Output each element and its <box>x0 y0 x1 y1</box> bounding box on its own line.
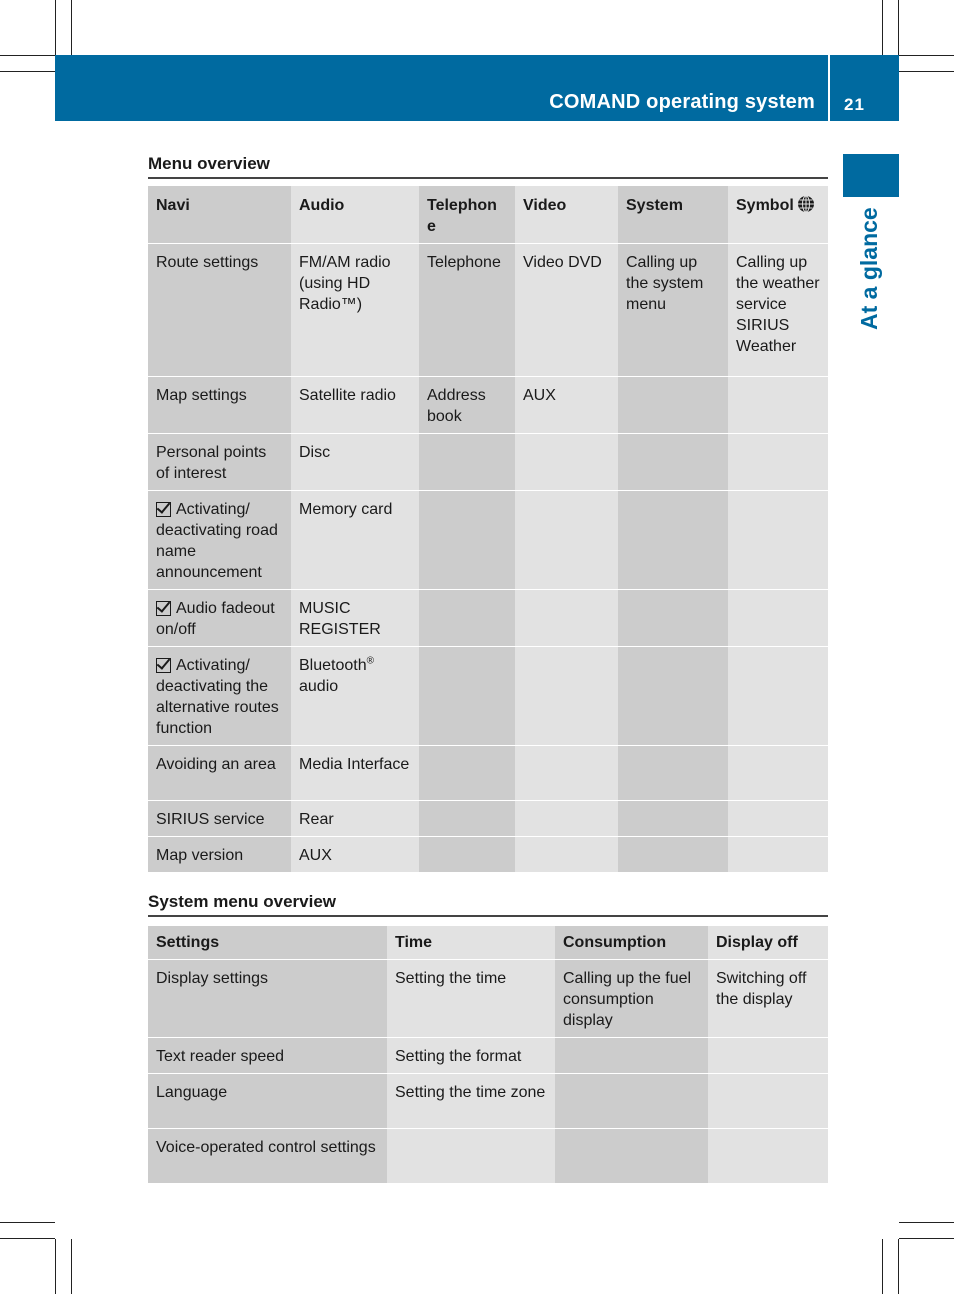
cell-text: Activating/ deactivating the alternative routes function <box>156 657 279 737</box>
table-cell: Telephone <box>419 244 515 377</box>
table-cell <box>515 801 618 837</box>
table-cell: Memory card <box>291 491 419 590</box>
table-row <box>148 801 828 837</box>
table-cell <box>728 801 828 837</box>
table-cell <box>708 1129 828 1184</box>
table-row <box>148 491 828 590</box>
table-cell: Calling up the fuel consumption display <box>555 960 708 1038</box>
cell-text: Bluetooth <box>299 657 367 674</box>
column-header: Consumption <box>555 926 708 960</box>
table-cell <box>618 837 728 873</box>
page-number: 21 <box>844 95 865 114</box>
table-cell <box>728 746 828 801</box>
table-cell: Satellite radio <box>291 377 419 434</box>
table-cell <box>419 746 515 801</box>
crop-mark <box>55 0 56 55</box>
table-cell <box>728 837 828 873</box>
table-cell: Disc <box>291 434 419 491</box>
column-header: Telephon e <box>419 186 515 244</box>
table-cell <box>555 1038 708 1074</box>
table-cell <box>555 1129 708 1184</box>
section-tab-marker <box>843 154 899 197</box>
table-cell <box>419 837 515 873</box>
table-cell: Video DVD <box>515 244 618 377</box>
table-cell: AUX <box>515 377 618 434</box>
column-header: Symbol <box>736 197 794 214</box>
table-row <box>148 746 828 801</box>
table-cell: Address book <box>419 377 515 434</box>
checkbox-icon <box>156 601 171 616</box>
crop-mark <box>0 55 55 56</box>
column-header: System <box>618 186 728 244</box>
column-header: Audio <box>291 186 419 244</box>
table-cell <box>728 434 828 491</box>
table-cell <box>515 837 618 873</box>
table-cell <box>708 1074 828 1129</box>
menu-overview-heading: Menu overview <box>148 154 828 179</box>
table-cell <box>515 590 618 647</box>
table-cell: Personal points of interest <box>148 434 291 491</box>
system-menu-overview-table <box>148 926 828 1184</box>
table-row <box>148 244 828 377</box>
crop-mark <box>0 1238 55 1239</box>
table-cell <box>708 1038 828 1074</box>
table-cell <box>618 801 728 837</box>
table-cell <box>291 647 419 746</box>
column-header: Display off <box>708 926 828 960</box>
menu-overview-table <box>148 186 828 873</box>
crop-mark <box>882 1239 883 1294</box>
table-cell: Rear <box>291 801 419 837</box>
page-header <box>55 55 899 121</box>
table-row <box>148 434 828 491</box>
table-cell <box>618 746 728 801</box>
crop-mark <box>899 55 954 56</box>
table-cell <box>618 590 728 647</box>
registered-mark: ® <box>366 655 374 667</box>
table-cell: Voice-operated control settings <box>148 1129 387 1184</box>
table-cell: Calling up the weather service SIRIUS Weather <box>728 244 828 377</box>
system-menu-overview-heading: System menu overview <box>148 892 828 917</box>
checkbox-icon <box>156 502 171 517</box>
table-row <box>148 960 828 1038</box>
table-cell: Setting the format <box>387 1038 555 1074</box>
crop-mark <box>0 71 55 72</box>
table-cell <box>387 1129 555 1184</box>
table-row <box>148 837 828 873</box>
table-row <box>148 377 828 434</box>
table-cell <box>618 377 728 434</box>
table-cell: Text reader speed <box>148 1038 387 1074</box>
table-cell <box>618 434 728 491</box>
table-cell <box>728 377 828 434</box>
column-header: Settings <box>148 926 387 960</box>
table-cell <box>515 491 618 590</box>
crop-mark <box>55 1239 56 1294</box>
crop-mark <box>882 0 883 55</box>
table-cell: Language <box>148 1074 387 1129</box>
crop-mark <box>899 1238 954 1239</box>
table-cell <box>515 647 618 746</box>
table-cell <box>728 590 828 647</box>
column-header: Navi <box>148 186 291 244</box>
table-cell: Switching off the display <box>708 960 828 1038</box>
table-cell <box>419 590 515 647</box>
table-cell <box>618 647 728 746</box>
header-divider <box>828 55 830 121</box>
crop-mark <box>898 1239 899 1294</box>
table-row <box>148 1038 828 1074</box>
cell-text: audio <box>299 678 339 695</box>
page-title: COMAND operating system <box>549 91 815 113</box>
table-cell: Setting the time <box>387 960 555 1038</box>
table-header-row <box>148 186 828 244</box>
crop-mark <box>71 1239 72 1294</box>
cell-text: Activating/ deactivating road name announcement <box>156 501 278 581</box>
table-cell <box>148 491 291 590</box>
table-cell <box>419 647 515 746</box>
table-cell: Map version <box>148 837 291 873</box>
table-cell: Route settings <box>148 244 291 377</box>
table-cell <box>515 746 618 801</box>
crop-mark <box>898 0 899 55</box>
table-row <box>148 647 828 746</box>
checkbox-icon <box>156 658 171 673</box>
crop-mark <box>0 1222 55 1223</box>
table-cell: Calling up the system menu <box>618 244 728 377</box>
table-row <box>148 1074 828 1129</box>
table-cell <box>419 491 515 590</box>
table-cell <box>419 801 515 837</box>
table-header-row <box>148 926 828 960</box>
table-cell <box>728 491 828 590</box>
table-cell: FM/AM radio (using HD Radio™) <box>291 244 419 377</box>
table-cell: Media Interface <box>291 746 419 801</box>
table-cell: AUX <box>291 837 419 873</box>
table-cell <box>148 590 291 647</box>
cell-text: Audio fadeout on/off <box>156 600 275 638</box>
table-cell <box>148 647 291 746</box>
crop-mark <box>899 1222 954 1223</box>
table-cell <box>555 1074 708 1129</box>
table-cell: Map settings <box>148 377 291 434</box>
table-row <box>148 1129 828 1184</box>
table-cell: SIRIUS service <box>148 801 291 837</box>
table-row <box>148 590 828 647</box>
table-cell <box>419 434 515 491</box>
column-header: Video <box>515 186 618 244</box>
table-cell <box>515 434 618 491</box>
column-header: Time <box>387 926 555 960</box>
table-cell: Display settings <box>148 960 387 1038</box>
table-cell <box>728 647 828 746</box>
table-cell: MUSIC REGISTER <box>291 590 419 647</box>
globe-icon <box>797 195 815 213</box>
crop-mark <box>899 71 954 72</box>
table-cell: Avoiding an area <box>148 746 291 801</box>
table-cell: Setting the time zone <box>387 1074 555 1129</box>
table-cell <box>618 491 728 590</box>
section-tab-label: At a glance <box>856 207 882 330</box>
column-header-symbol <box>728 186 828 244</box>
crop-mark <box>71 0 72 55</box>
